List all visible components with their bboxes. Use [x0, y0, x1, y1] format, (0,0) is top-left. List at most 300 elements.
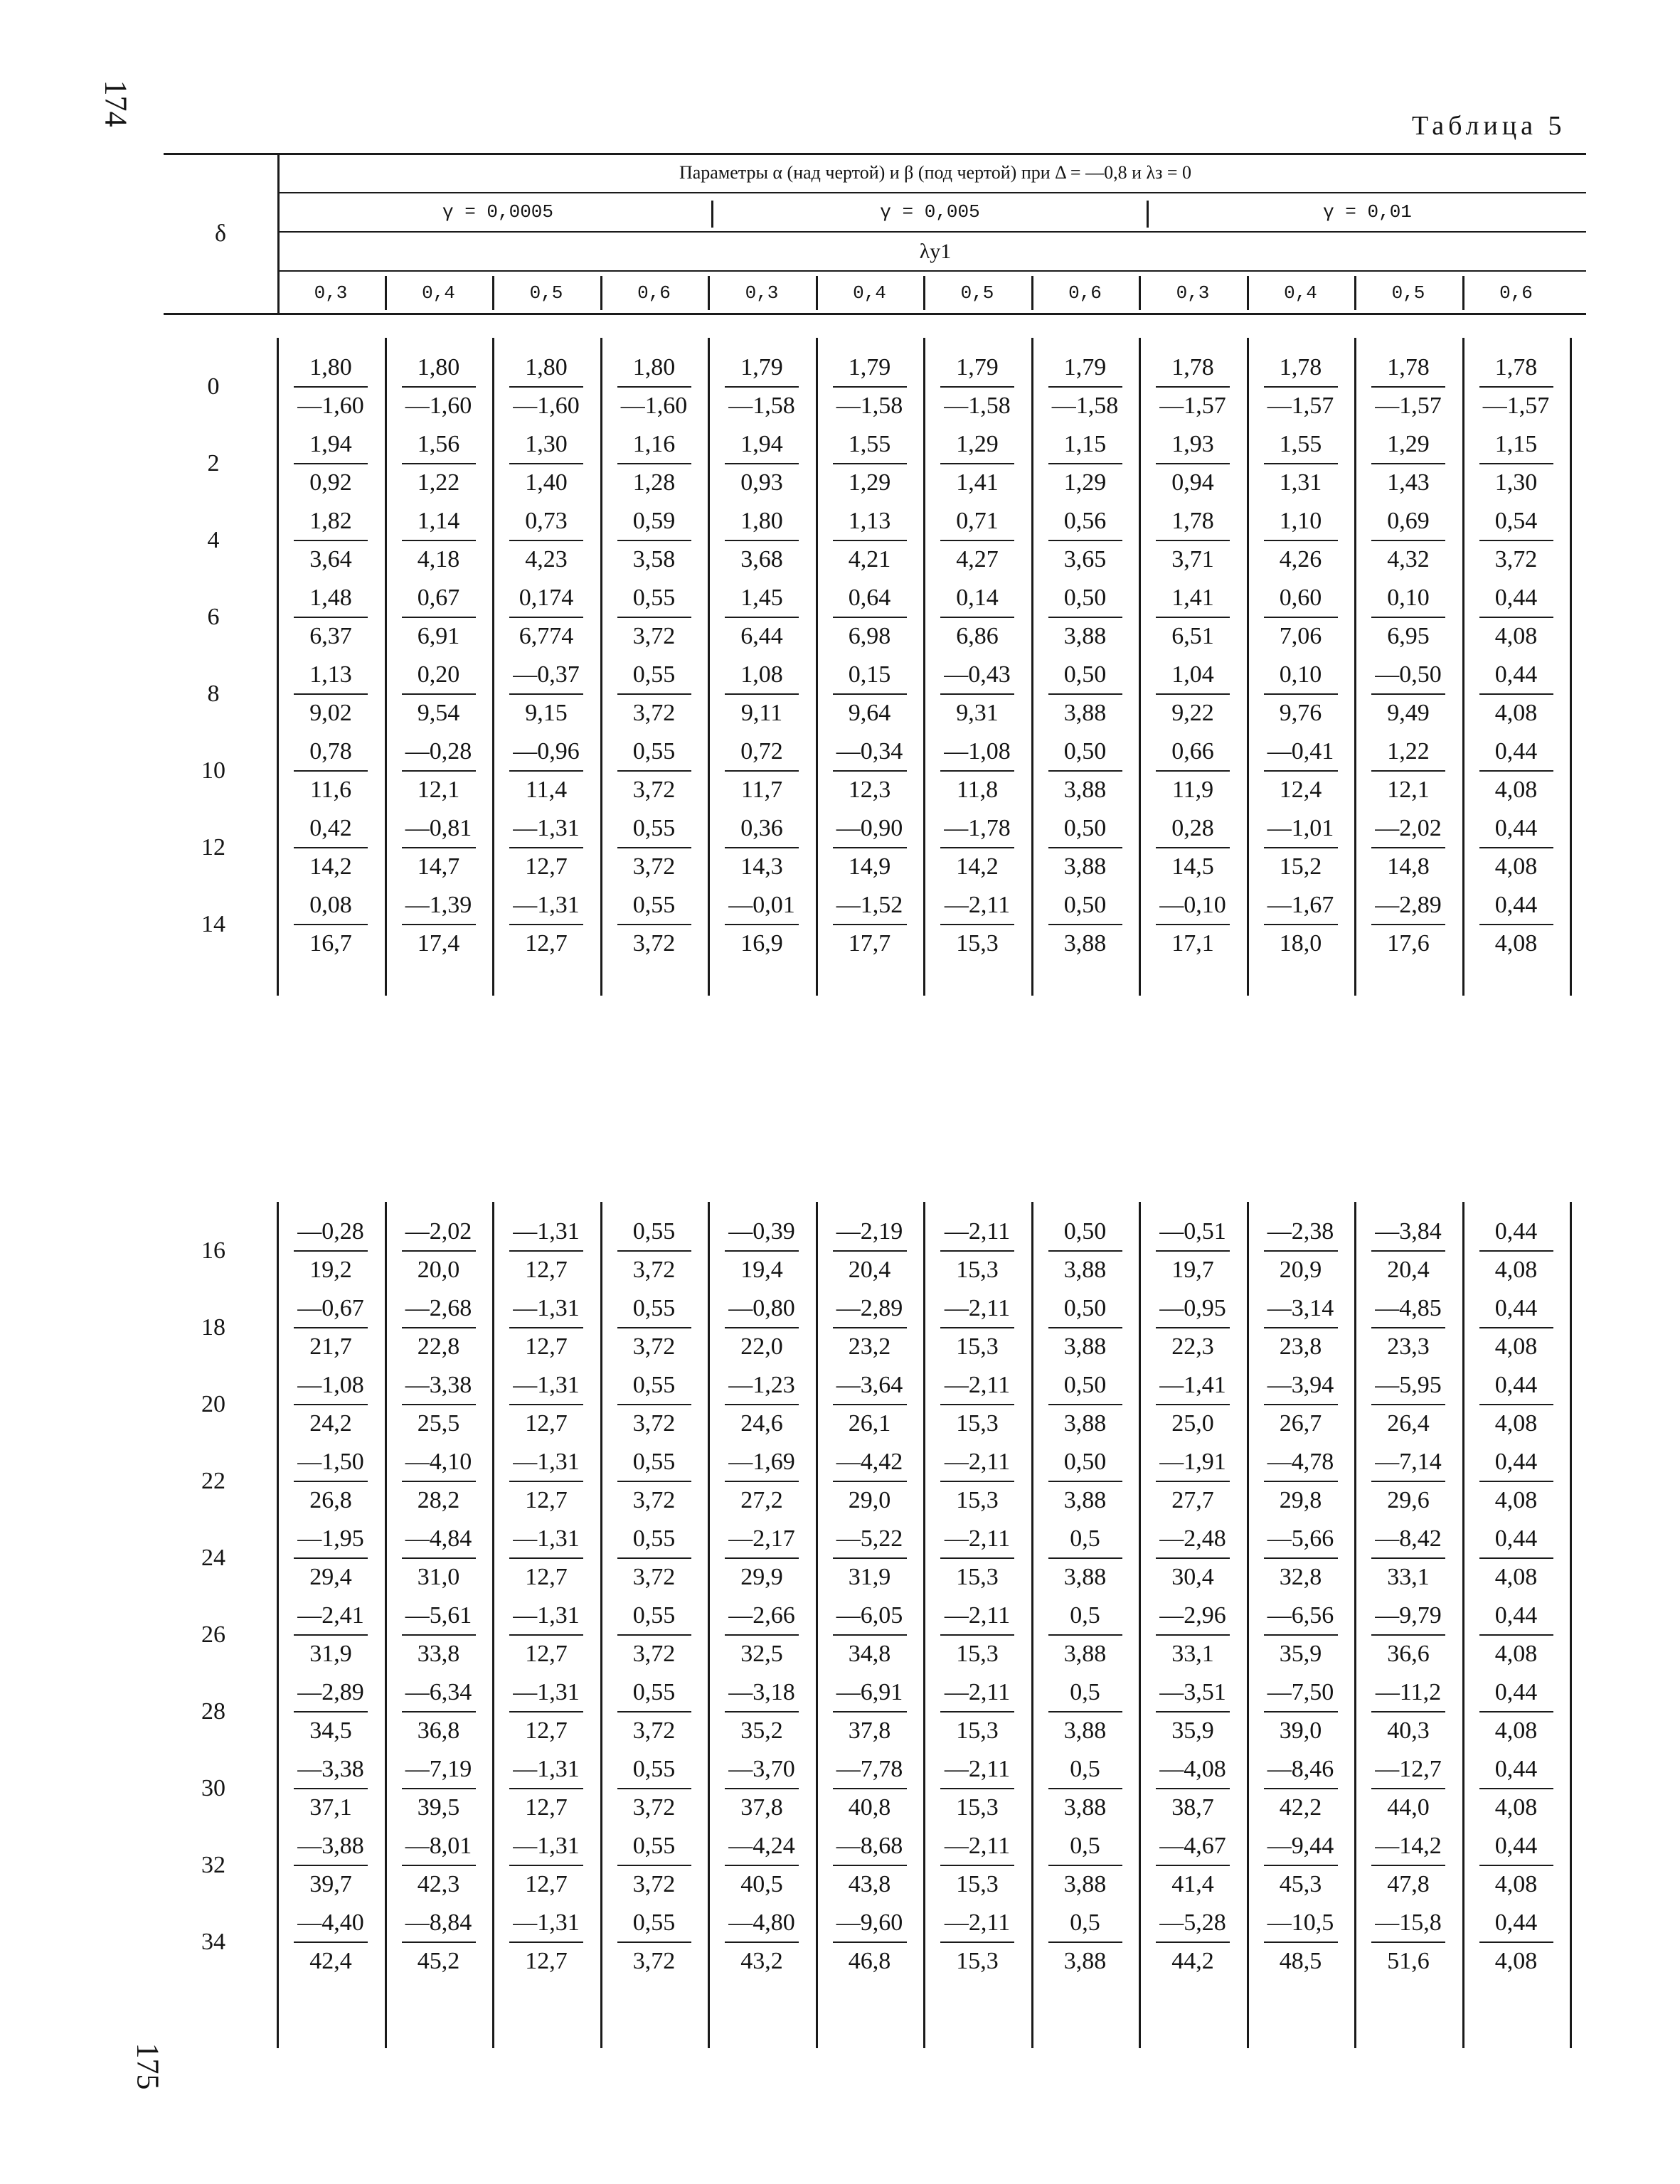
alpha-value: 1,29 [1387, 431, 1430, 457]
fraction-bar [509, 540, 583, 541]
alpha-value: —5,66 [1267, 1525, 1334, 1552]
beta-value: 16,9 [740, 930, 783, 957]
fraction-cell [1043, 659, 1128, 729]
fraction-bar [725, 540, 799, 541]
fraction-bar [1156, 1865, 1230, 1866]
beta-value: 24,6 [740, 1410, 783, 1437]
fraction-cell [935, 1907, 1020, 1977]
alpha-value: —2,89 [836, 1295, 903, 1321]
fraction-bar [833, 770, 907, 772]
beta-value: 25,5 [417, 1410, 460, 1437]
fraction-bar [1048, 1711, 1122, 1712]
lambda-value-1: 0,4 [422, 282, 455, 304]
fraction-bar [402, 924, 476, 925]
lambda-value-6: 0,5 [960, 282, 994, 304]
beta-value: 12,7 [525, 1410, 568, 1437]
beta-value: 31,0 [417, 1564, 460, 1590]
fraction-bar [725, 1404, 799, 1405]
alpha-value: 0,44 [1494, 1679, 1538, 1705]
fraction-bar [509, 463, 583, 464]
fraction-cell [1474, 1677, 1559, 1747]
fraction-cell [827, 352, 913, 422]
alpha-value: 1,13 [848, 508, 891, 534]
fraction-bar [725, 1634, 799, 1636]
beta-value: 23,8 [1279, 1333, 1322, 1360]
fraction-cell [1474, 890, 1559, 959]
alpha-value: 0,08 [309, 892, 352, 918]
alpha-value: —3,88 [297, 1833, 364, 1859]
alpha-value: 1,08 [740, 661, 783, 688]
beta-value: 15,3 [956, 1410, 999, 1437]
beta-value: 37,8 [740, 1794, 783, 1821]
fraction-cell [1258, 1523, 1344, 1593]
fraction-bar [1156, 693, 1230, 695]
fraction-bar [940, 1941, 1014, 1943]
fraction-bar [1048, 770, 1122, 772]
fraction-bar [725, 1481, 799, 1482]
fraction-cell [1366, 659, 1451, 729]
alpha-value: —4,08 [1159, 1756, 1226, 1782]
fraction-bar [1479, 1250, 1553, 1252]
beta-value: 29,8 [1279, 1487, 1322, 1513]
beta-value: 34,5 [309, 1717, 352, 1744]
alpha-value: 1,13 [309, 661, 352, 688]
fraction-cell [935, 659, 1020, 729]
alpha-value: —7,19 [405, 1756, 472, 1782]
fraction-bar [294, 770, 368, 772]
fraction-cell [288, 1216, 373, 1286]
fraction-cell [935, 1216, 1020, 1286]
alpha-value: 1,79 [956, 354, 999, 380]
fraction-cell [1150, 1523, 1235, 1593]
alpha-value: 0,44 [1494, 585, 1538, 611]
alpha-value: —0,81 [405, 815, 472, 841]
fraction-cell [504, 429, 589, 499]
alpha-value: —1,31 [513, 815, 580, 841]
fraction-bar [725, 847, 799, 848]
alpha-value: —1,41 [1159, 1372, 1226, 1398]
fraction-bar [1156, 386, 1230, 388]
alpha-value: —2,11 [944, 1295, 1011, 1321]
beta-value: 14,2 [309, 853, 352, 880]
beta-value: 20,9 [1279, 1257, 1322, 1283]
fraction-bar [833, 1711, 907, 1712]
fraction-cell [504, 736, 589, 806]
fraction-bar [1264, 1557, 1338, 1559]
beta-value: 41,4 [1171, 1871, 1214, 1897]
fraction-cell [719, 352, 804, 422]
alpha-value: —4,40 [297, 1909, 364, 1936]
fraction-bar [1371, 693, 1445, 695]
beta-value: —1,57 [1482, 393, 1550, 419]
fraction-bar [1479, 386, 1553, 388]
fraction-bar [1156, 540, 1230, 541]
fraction-cell [1366, 1677, 1451, 1747]
alpha-value: —1,31 [513, 1449, 580, 1475]
alpha-value: —2,11 [944, 1833, 1011, 1859]
fraction-cell [288, 1907, 373, 1977]
fraction-cell [827, 1523, 913, 1593]
fraction-bar [294, 540, 368, 541]
alpha-value: 1,29 [956, 431, 999, 457]
beta-value: —1,58 [836, 393, 903, 419]
alpha-value: 0,50 [1063, 585, 1107, 611]
beta-value: 20,4 [848, 1257, 891, 1283]
fraction-cell [719, 1677, 804, 1747]
alpha-value: 0,20 [417, 661, 460, 688]
fraction-bar [833, 617, 907, 618]
beta-value: 3,88 [1063, 1794, 1107, 1821]
alpha-value: —0,43 [944, 661, 1011, 688]
beta-value: 9,54 [417, 700, 460, 726]
alpha-value: 0,71 [956, 508, 999, 534]
fraction-bar [617, 770, 691, 772]
fraction-bar [294, 1941, 368, 1943]
alpha-value: 1,82 [309, 508, 352, 534]
fraction-bar [402, 1327, 476, 1328]
gamma-header-2: γ = 0,005 [880, 201, 980, 223]
fraction-bar [1264, 1327, 1338, 1328]
alpha-value: —0,34 [836, 738, 903, 765]
fraction-bar [1479, 1865, 1553, 1866]
fraction-cell [827, 1831, 913, 1900]
beta-value: 3,65 [1063, 546, 1107, 572]
alpha-value: —1,01 [1267, 815, 1334, 841]
alpha-value: 1,78 [1171, 508, 1214, 534]
alpha-value: —6,56 [1267, 1602, 1334, 1629]
beta-value: —1,57 [1267, 393, 1334, 419]
alpha-value: —2,02 [1375, 815, 1442, 841]
alpha-value: —0,39 [728, 1218, 795, 1245]
fraction-bar [402, 617, 476, 618]
fraction-cell [612, 1447, 697, 1516]
fraction-cell [1474, 1370, 1559, 1439]
delta-value: 2 [207, 450, 220, 476]
alpha-value: —0,37 [513, 661, 580, 688]
fraction-cell [1366, 813, 1451, 883]
alpha-value: 0,55 [632, 1602, 676, 1629]
beta-value: —1,57 [1159, 393, 1226, 419]
fraction-cell [396, 1293, 482, 1363]
beta-value: 4,21 [848, 546, 891, 572]
beta-value: 43,2 [740, 1948, 783, 1974]
fraction-bar [833, 1788, 907, 1789]
beta-value: 3,88 [1063, 1948, 1107, 1974]
fraction-bar [833, 1557, 907, 1559]
fraction-bar [1479, 463, 1553, 464]
beta-value: 6,774 [519, 623, 574, 649]
fraction-cell [288, 582, 373, 652]
beta-value: 26,8 [309, 1487, 352, 1513]
alpha-value: —3,38 [297, 1756, 364, 1782]
fraction-bar [1479, 1327, 1553, 1328]
fraction-bar [1479, 693, 1553, 695]
beta-value: 40,5 [740, 1871, 783, 1897]
alpha-value: —0,80 [728, 1295, 795, 1321]
beta-value: 3,71 [1171, 546, 1214, 572]
alpha-value: 0,55 [632, 1679, 676, 1705]
fraction-cell [504, 506, 589, 575]
fraction-cell [827, 429, 913, 499]
alpha-value: —4,84 [405, 1525, 472, 1552]
alpha-value: —2,38 [1267, 1218, 1334, 1245]
beta-value: 9,64 [848, 700, 891, 726]
fraction-bar [1156, 463, 1230, 464]
beta-value: 11,9 [1171, 777, 1214, 803]
fraction-bar [509, 1788, 583, 1789]
fraction-bar [1479, 1404, 1553, 1405]
fraction-cell [1150, 1831, 1235, 1900]
alpha-value: —6,05 [836, 1602, 903, 1629]
alpha-value: 0,55 [632, 1218, 676, 1245]
alpha-value: —1,31 [513, 892, 580, 918]
delta-value: 10 [201, 757, 225, 784]
alpha-value: —1,08 [297, 1372, 364, 1398]
fraction-bar [940, 924, 1014, 925]
beta-value: 12,1 [417, 777, 460, 803]
fraction-bar [725, 617, 799, 618]
beta-value: 19,4 [740, 1257, 783, 1283]
beta-value: 12,7 [525, 1717, 568, 1744]
fraction-bar [294, 1250, 368, 1252]
fraction-cell [1474, 1523, 1559, 1593]
fraction-bar [725, 1865, 799, 1866]
alpha-value: —2,11 [944, 1449, 1011, 1475]
alpha-value: —10,5 [1267, 1909, 1334, 1936]
alpha-value: —1,67 [1267, 892, 1334, 918]
beta-value: 17,7 [848, 930, 891, 957]
beta-value: 15,3 [956, 1717, 999, 1744]
fraction-bar [617, 540, 691, 541]
beta-value: 1,41 [956, 469, 999, 496]
fraction-cell [612, 1293, 697, 1363]
beta-value: —1,58 [728, 393, 795, 419]
beta-value: 12,7 [525, 1257, 568, 1283]
alpha-value: —0,50 [1375, 661, 1442, 688]
fraction-bar [1371, 1941, 1445, 1943]
beta-value: 4,08 [1494, 930, 1538, 957]
beta-value: 4,08 [1494, 853, 1538, 880]
beta-value: 3,88 [1063, 1641, 1107, 1667]
beta-value: 16,7 [309, 930, 352, 957]
lambda-header: λy1 [919, 240, 952, 263]
beta-value: 1,29 [1063, 469, 1107, 496]
alpha-value: 0,60 [1279, 585, 1322, 611]
fraction-bar [294, 386, 368, 388]
fraction-bar [833, 847, 907, 848]
fraction-cell [1258, 1907, 1344, 1977]
fraction-cell [1150, 582, 1235, 652]
fraction-cell [396, 1677, 482, 1747]
beta-value: —1,58 [944, 393, 1011, 419]
fraction-cell [504, 1600, 589, 1670]
fraction-bar [1048, 1327, 1122, 1328]
fraction-bar [617, 1557, 691, 1559]
beta-value: 4,08 [1494, 1717, 1538, 1744]
fraction-bar [940, 1327, 1014, 1328]
fraction-cell [612, 1907, 697, 1977]
fraction-cell [1366, 1216, 1451, 1286]
alpha-value: —0,28 [405, 738, 472, 765]
fraction-cell [827, 1370, 913, 1439]
beta-value: 36,8 [417, 1717, 460, 1744]
alpha-value: —12,7 [1375, 1756, 1442, 1782]
delta-value: 30 [201, 1775, 225, 1801]
fraction-cell [1366, 1754, 1451, 1823]
fraction-bar [1156, 1327, 1230, 1328]
beta-value: 6,86 [956, 623, 999, 649]
beta-value: 28,2 [417, 1487, 460, 1513]
lambda-value-0: 0,3 [314, 282, 348, 304]
fraction-cell [1043, 736, 1128, 806]
fraction-cell [1366, 1447, 1451, 1516]
alpha-value: —4,10 [405, 1449, 472, 1475]
alpha-value: —6,91 [836, 1679, 903, 1705]
params-title: Параметры α (над чертой) и β (под чертой) при Δ = —0,8 и λз = 0 [679, 162, 1192, 183]
fraction-bar [1264, 463, 1338, 464]
fraction-cell [504, 1216, 589, 1286]
beta-value: 40,3 [1387, 1717, 1430, 1744]
fraction-bar [1479, 540, 1553, 541]
fraction-cell [1150, 1447, 1235, 1516]
beta-value: 17,6 [1387, 930, 1430, 957]
fraction-bar [1479, 1788, 1553, 1789]
fraction-bar [940, 1788, 1014, 1789]
beta-value: 9,02 [309, 700, 352, 726]
fraction-cell [1258, 736, 1344, 806]
alpha-value: 0,44 [1494, 1756, 1538, 1782]
alpha-value: —2,11 [944, 1372, 1011, 1398]
fraction-bar [1371, 1404, 1445, 1405]
fraction-cell [612, 506, 697, 575]
fraction-bar [617, 1481, 691, 1482]
beta-value: 4,08 [1494, 1948, 1538, 1974]
fraction-bar [1264, 1711, 1338, 1712]
alpha-value: 0,44 [1494, 815, 1538, 841]
beta-value: 15,3 [956, 1487, 999, 1513]
beta-value: —1,60 [513, 393, 580, 419]
fraction-cell [504, 1677, 589, 1747]
fraction-cell [288, 813, 373, 883]
fraction-cell [504, 1754, 589, 1823]
alpha-value: —1,31 [513, 1218, 580, 1245]
fraction-cell [396, 1447, 482, 1516]
fraction-bar [509, 1404, 583, 1405]
fraction-bar [1156, 1481, 1230, 1482]
gamma-header-1: γ = 0,0005 [442, 201, 554, 223]
alpha-value: 0,55 [632, 661, 676, 688]
fraction-cell [1043, 1907, 1128, 1977]
beta-value: 3,72 [632, 777, 676, 803]
fraction-bar [294, 1404, 368, 1405]
fraction-cell [1366, 1907, 1451, 1977]
fraction-cell [935, 582, 1020, 652]
alpha-value: —1,31 [513, 1909, 580, 1936]
alpha-value: —1,91 [1159, 1449, 1226, 1475]
fraction-cell [1366, 1600, 1451, 1670]
fraction-bar [1479, 847, 1553, 848]
alpha-value: —2,17 [728, 1525, 795, 1552]
beta-value: 30,4 [1171, 1564, 1214, 1590]
alpha-value: —3,94 [1267, 1372, 1334, 1398]
beta-value: 42,4 [309, 1948, 352, 1974]
fraction-bar [1156, 770, 1230, 772]
fraction-bar [725, 463, 799, 464]
fraction-bar [617, 386, 691, 388]
fraction-cell [1150, 506, 1235, 575]
alpha-value: 1,14 [417, 508, 460, 534]
alpha-value: 1,16 [632, 431, 676, 457]
fraction-cell [288, 1600, 373, 1670]
fraction-bar [617, 924, 691, 925]
beta-value: 3,88 [1063, 853, 1107, 880]
beta-value: 19,7 [1171, 1257, 1214, 1283]
beta-value: 12,7 [525, 930, 568, 957]
fraction-bar [294, 924, 368, 925]
alpha-value: —2,11 [944, 1756, 1011, 1782]
beta-value: 44,2 [1171, 1948, 1214, 1974]
beta-value: 3,88 [1063, 1410, 1107, 1437]
beta-value: 15,3 [956, 1641, 999, 1667]
beta-value: 17,1 [1171, 930, 1214, 957]
beta-value: 51,6 [1387, 1948, 1430, 1974]
fraction-bar [833, 1865, 907, 1866]
fraction-cell [612, 659, 697, 729]
beta-value: 4,32 [1387, 546, 1430, 572]
alpha-value: 0,14 [956, 585, 999, 611]
beta-value: 15,2 [1279, 853, 1322, 880]
alpha-value: —3,64 [836, 1372, 903, 1398]
alpha-value: 1,22 [1387, 738, 1430, 765]
beta-value: 3,72 [632, 1948, 676, 1974]
beta-value: 12,4 [1279, 777, 1322, 803]
alpha-value: 1,78 [1494, 354, 1538, 380]
fraction-cell [1474, 352, 1559, 422]
fraction-bar [1048, 386, 1122, 388]
fraction-cell [288, 429, 373, 499]
fraction-cell [504, 1447, 589, 1516]
alpha-value: 1,78 [1279, 354, 1322, 380]
fraction-cell [612, 1677, 697, 1747]
fraction-cell [1258, 1600, 1344, 1670]
lambda-value-7: 0,6 [1068, 282, 1102, 304]
fraction-bar [294, 1327, 368, 1328]
fraction-bar [940, 1481, 1014, 1482]
fraction-bar [1371, 1557, 1445, 1559]
fraction-cell [288, 736, 373, 806]
alpha-value: —1,31 [513, 1372, 580, 1398]
fraction-cell [1366, 1293, 1451, 1363]
alpha-value: —3,51 [1159, 1679, 1226, 1705]
fraction-bar [1264, 617, 1338, 618]
fraction-bar [294, 1557, 368, 1559]
fraction-cell [288, 1447, 373, 1516]
fraction-cell [288, 659, 373, 729]
fraction-bar [1048, 463, 1122, 464]
fraction-cell [1150, 352, 1235, 422]
fraction-bar [1479, 617, 1553, 618]
beta-value: 1,30 [1494, 469, 1538, 496]
fraction-bar [509, 1865, 583, 1866]
fraction-bar [509, 693, 583, 695]
alpha-value: 0,55 [632, 585, 676, 611]
fraction-bar [725, 1327, 799, 1328]
fraction-bar [402, 1941, 476, 1943]
fraction-bar [1371, 1865, 1445, 1866]
alpha-value: —0,95 [1159, 1295, 1226, 1321]
fraction-bar [402, 1481, 476, 1482]
beta-value: 15,3 [956, 1794, 999, 1821]
